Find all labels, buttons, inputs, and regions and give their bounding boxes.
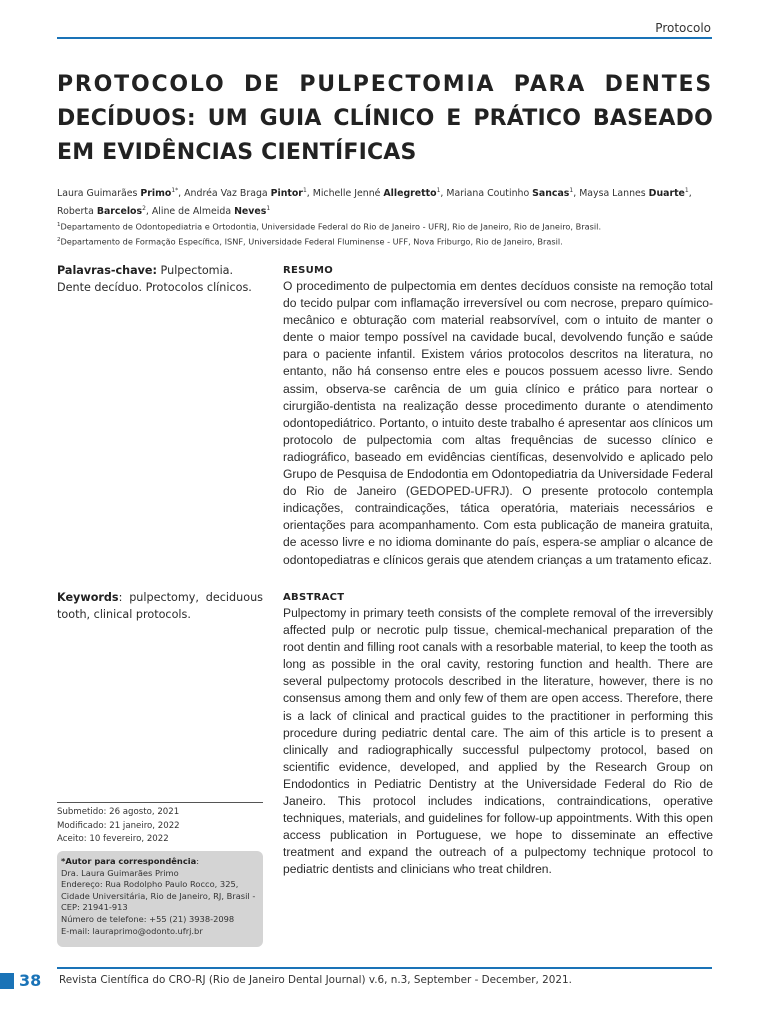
author: Laura Guimarães Primo$^{1*}$, [57, 187, 185, 200]
affiliations [57, 219, 713, 249]
correspondence-name: Dra. Laura Guimarães Primo [61, 867, 179, 878]
correspondence-phone: Número de telefone: +55 (21) 3938-2098 [61, 913, 235, 924]
keywords-pt [57, 262, 267, 296]
author: Aline de Almeida Neves$^1$ [151, 205, 271, 218]
date-modified: Modificado: 21 janeiro, 2022 [57, 820, 180, 831]
resumo-heading: RESUMO [283, 265, 334, 276]
author: Maysa Lannes Duarte$^1$, [579, 187, 692, 200]
keywords-en-text: : pulpectomy, deciduous tooth, clinical protocols. [57, 591, 263, 621]
page-number: 38 [19, 971, 42, 990]
submission-dates [57, 802, 263, 847]
article-title [57, 68, 713, 170]
author: Andréa Vaz Braga Pintor$^1$, [184, 187, 313, 200]
journal-citation: Revista Científica do CRO-RJ (Rio de Janeiro Dental Journal) v.6, n.3, September - December, 2021. [59, 974, 572, 986]
title-line-1: PROTOCOLO DE PULPECTOMIA PARA DENTES [57, 72, 713, 97]
correspondence-address: Endereço: Rua Rodolpho Paulo Rocco, 325, Cidade Universitária, Rio de Janeiro, RJ, Brasil - CEP: 21941-913 [61, 879, 256, 913]
keywords-pt-text: Pulpectomia. Dente decíduo. Protocolos clínicos. [57, 264, 252, 294]
author: Roberta Barcelos$^2$, [57, 205, 152, 218]
date-submitted: Submetido: 26 agosto, 2021 [57, 807, 180, 817]
correspondence-email[interactable]: E-mail: lauraprimo@odonto.ufrj.br [61, 925, 203, 936]
section-label: Protocolo [655, 21, 711, 35]
date-accepted: Aceito: 10 fevereiro, 2022 [57, 834, 169, 844]
keywords-en [57, 589, 263, 623]
resumo-section [283, 263, 713, 569]
page-marker [0, 973, 14, 989]
correspondence-heading: *Autor para correspondência: [61, 856, 199, 866]
keywords-en-label: Keywords [57, 591, 119, 604]
author: Michelle Jenné Allegretto$^1$, [312, 187, 447, 200]
abstract-section [283, 590, 713, 879]
affiliation: $^1$Departamento de Odontopediatria e Ortodontia, Universidade Federal do Rio de Janeiro - UFRJ, Rio de Janeiro, Rio de Janeiro, Brasil. [57, 221, 602, 232]
author: Mariana Coutinho Sancas$^1$, [446, 187, 580, 200]
correspondence-box [57, 851, 263, 947]
author-list [57, 183, 713, 219]
abstract-text: Pulpectomy in primary teeth consists of the complete removal of the irreversibly affected pulp or necrotic pulp tissue, chemical-mechanical preparation of the root dentin and filling root canals with a resorbable material, to keep the tooth as long as possible in the oral cavity, restoring function and health. There are several pulpectomy protocols described in the literature, however, there is no consensus among them and only few of them are open access. Therefore, there is a lack of clinical and practical guides to the practitioner in performing this procedure during pediatric dental care. The aim of this article is to present a clinically and radiographically successful pulpectomy protocol, based on scientific evidence, developed, and applied by the Research Group on Endodontics in Pediatric Dentistry at the Universidade Federal do Rio de Janeiro. This protocol includes indications, contraindications, operative techniques, materials, and guidelines for follow-up appointments. With this open access publication in Portuguese, we hope to disseminate an effective treatment and expand the outreach of a pulpectomy technique protocol to pediatric dentists and clinicians who treat children. [283, 606, 713, 877]
abstract-heading: ABSTRACT [283, 592, 345, 603]
resumo-text: O procedimento de pulpectomia em dentes decíduos consiste na remoção total do tecido pulpar com inflamação irreversível ou com necrose, preparo químico-mecânico e obturação com material reabsorvível, com o intuito de manter o dente o maior tempo possível na cavidade bucal, devolvendo função e saúde para o paciente infantil. Existem vários protocolos descritos na literatura, no entanto, não há consenso entre eles e poucos possuem acesso livre. Sendo assim, observa-se carência de um guia clínico e prático para nortear o cirurgião-dentista na realização desse procedimento durante o atendimento odontopediátrico. Portanto, o intuito deste trabalho é apresentar aos clínicos um protocolo de pulpectomia com altas frequências de sucesso clínico e radiográfico, baseado em evidências científicas, desenvolvido e aplicado pelo Grupo de Pesquisa de Endodontia em Odontopediatria da Universidade Federal do Rio de Janeiro (GEDOPED-UFRJ). O presente protocolo contempla indicações, contraindicações, tática operatória, materiais necessários e orientações para acompanhamento. Com esta publicação de maneira gratuita, de acesso livre e no idioma dominante do país, espera-se ampliar o alcance de odontopediatras e clínicos gerais que atendem crianças a um tratamento eficaz. [283, 279, 713, 567]
header-rule [57, 37, 712, 39]
footer-rule [57, 967, 712, 969]
affiliation: $^2$Departamento de Formação Específica, ISNF, Universidade Federal Fluminense - UFF, Nova Friburgo, Rio de Janeiro, Brasil. [57, 236, 563, 247]
title-line-2: DECÍDUOS: UM GUIA CLÍNICO E PRÁTICO BASEADO EM EVIDÊNCIAS CIENTÍFICAS [57, 106, 713, 165]
keywords-pt-label: Palavras-chave: [57, 264, 157, 277]
